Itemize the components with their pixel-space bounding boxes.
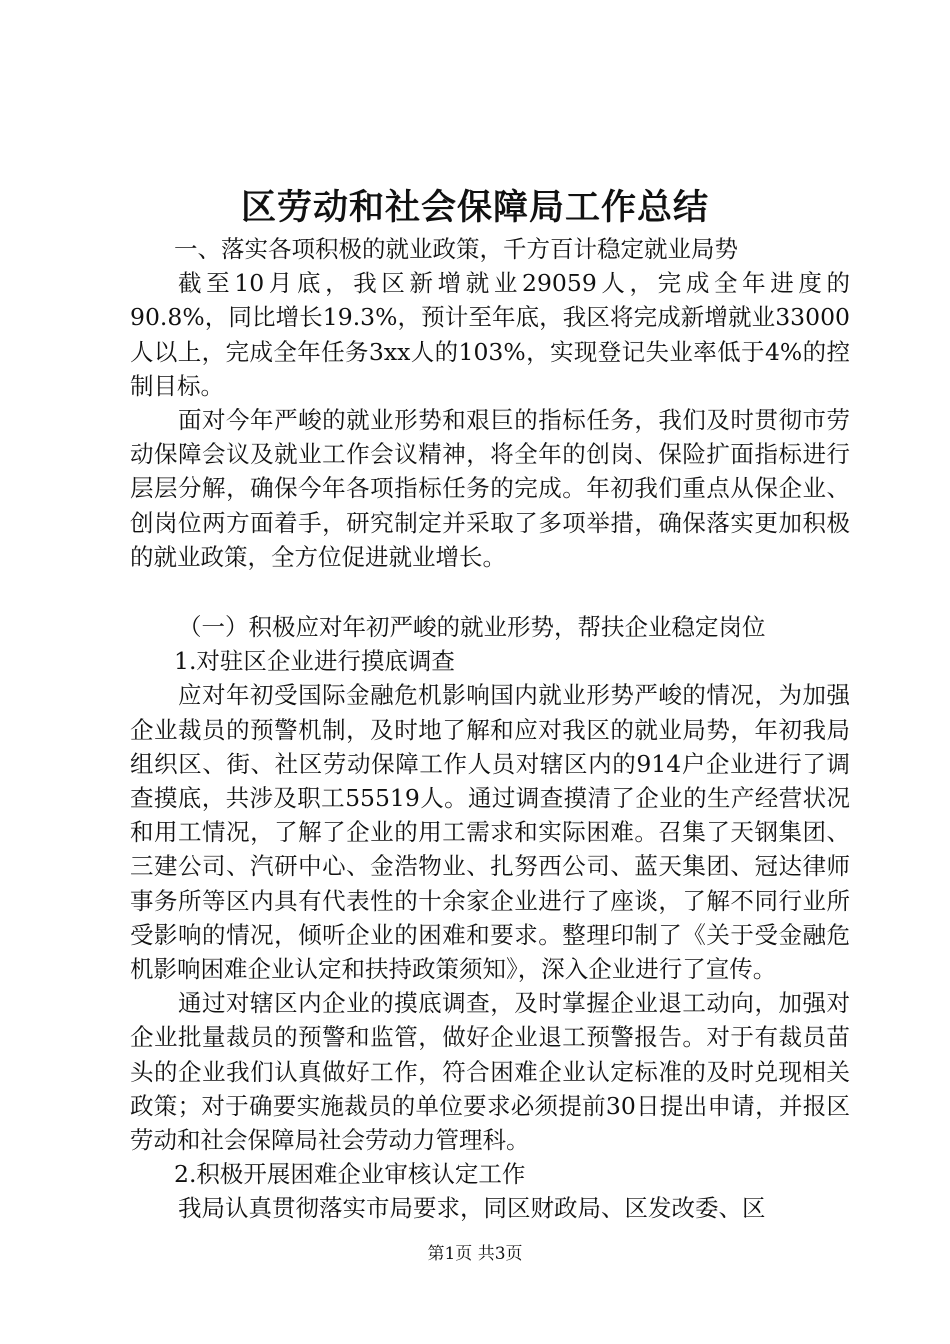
document-body <box>130 232 850 1226</box>
item-heading: 2.积极开展困难企业审核认定工作 <box>174 1160 526 1189</box>
document-title: 区劳动和社会保障局工作总结 <box>240 187 709 228</box>
paragraph: 通过对辖区内企业的摸底调查，及时掌握企业退工动向，加强对企业批量裁员的预警和监管，做好企业退工预警报告。对于有裁员苗头的企业我们认真做好工作，符合困难企业认定标准的及时兑现相关政策；对于确要实施裁员的单位要求必须提前30日提出申请，并报区劳动和社会保障局社会劳动力管理科。 <box>130 989 850 1155</box>
paragraph-gap <box>130 574 850 610</box>
subsection-heading: （一）积极应对年初严峻的就业形势，帮扶企业稳定岗位 <box>178 613 766 642</box>
item-heading: 1.对驻区企业进行摸底调查 <box>174 647 455 676</box>
paragraph: 截至10月底，我区新增就业29059人，完成全年进度的90.8%，同比增长19.3%，预计至年底，我区将完成新增就业33000人以上，完成全年任务3xx人的103%，实现登记失业率低于4%的控制目标。 <box>130 269 850 400</box>
section-heading: 一、落实各项积极的就业政策，千方百计稳定就业局势 <box>174 235 738 263</box>
page-footer: 第1页 共3页 <box>427 1244 523 1264</box>
paragraph: 面对今年严峻的就业形势和艰巨的指标任务，我们及时贯彻市劳动保障会议及就业工作会议精神，将全年的创岗、保险扩面指标进行层层分解，确保今年各项指标任务的完成。年初我们重点从保企业、创岗位两方面着手，研究制定并采取了多项举措，确保落实更加积极的就业政策，全方位促进就业增长。 <box>130 406 850 571</box>
paragraph: 应对年初受国际金融危机影响国内就业形势严峻的情况，为加强企业裁员的预警机制，及时地了解和应对我区的就业局势，年初我局组织区、街、社区劳动保障工作人员对辖区内的914户企业进行了调查摸底，共涉及职工55519人。通过调查摸清了企业的生产经营状况和用工情况，了解了企业的用工需求和实际困难。召集了天钢集团、三建公司、汽研中心、金浩物业、扎努西公司、蓝天集团、冠达律师事务所等区内具有代表性的十余家企业进行了座谈，了解不同行业所受影响的情况，倾听企业的困难和要求。整理印制了《关于受金融危机影响困难企业认定和扶持政策须知》，深入企业进行了宣传。 <box>130 681 850 984</box>
paragraph: 我局认真贯彻落实市局要求，同区财政局、区发改委、区 <box>178 1194 766 1223</box>
